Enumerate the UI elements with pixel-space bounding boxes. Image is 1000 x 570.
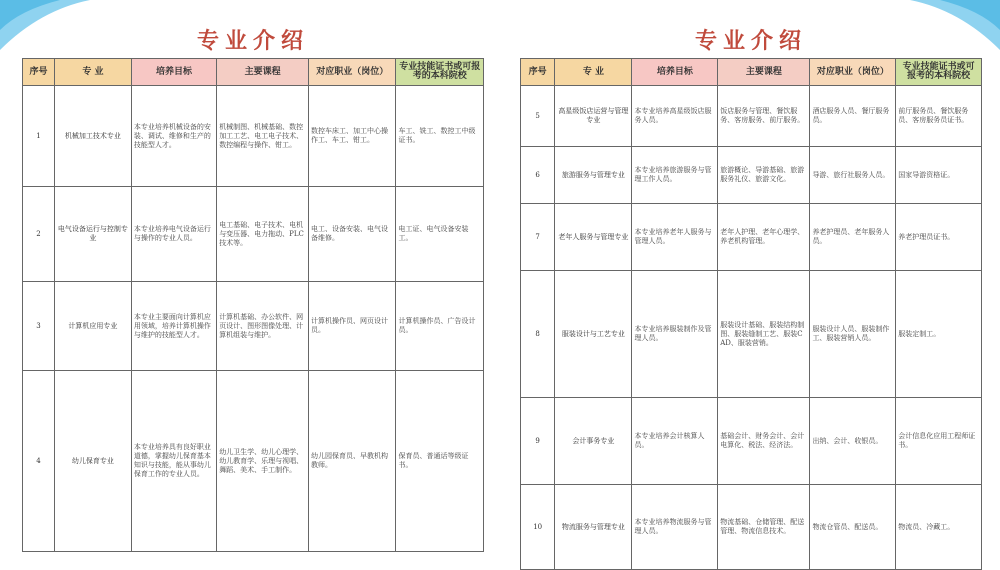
row-no: 6 [521,147,555,204]
row-job: 导游、旅行社服务人员。 [810,147,896,204]
header-no: 序号 [23,59,55,86]
row-course: 老年人护理、老年心理学、养老机构管理。 [718,204,810,271]
row-course: 旅游概论、导游基础、旅游服务礼仪、旅游文化。 [718,147,810,204]
table-header [23,59,484,86]
table-row [23,282,484,371]
table-row [521,86,982,147]
row-cert: 电工证、电气设备安装工。 [396,187,484,282]
table-row [521,147,982,204]
row-no: 2 [23,187,55,282]
row-major: 幼儿保育专业 [55,371,132,552]
row-major: 机械加工技术专业 [55,86,132,187]
row-major: 服装设计与工艺专业 [555,271,632,398]
row-goal: 本专业培养会计核算人员。 [632,398,718,485]
row-goal: 本专业培养物流服务与管理人员。 [632,485,718,570]
row-no: 1 [23,86,55,187]
row-major: 电气设备运行与控制专业 [55,187,132,282]
row-no: 9 [521,398,555,485]
row-cert: 前厅服务员、餐饮服务员、客房服务员证书。 [896,86,982,147]
row-major: 旅游服务与管理专业 [555,147,632,204]
row-major: 会计事务专业 [555,398,632,485]
row-cert: 保育员、普通话等级证书。 [396,371,484,552]
table-row [521,398,982,485]
row-major: 高星级饭店运营与管理专业 [555,86,632,147]
row-major: 老年人服务与管理专业 [555,204,632,271]
row-cert: 物流员、冷藏工。 [896,485,982,570]
table-header [521,59,982,86]
row-goal: 本专业培养机械设备的安装、调试、维修和生产的技能型人才。 [131,86,216,187]
row-goal: 本专业培养老年人服务与管理人员。 [632,204,718,271]
header-cert: 专业技能证书或可报考的本科院校 [396,59,484,86]
row-cert: 会计信息化应用工程师证书。 [896,398,982,485]
row-job: 计算机操作员、网页设计员。 [308,282,396,371]
table-row [23,86,484,187]
page-title: 专业介绍 [196,28,309,54]
header-course: 主要课程 [718,59,810,86]
major-table-right [520,58,982,570]
row-no: 3 [23,282,55,371]
header-course: 主要课程 [217,59,309,86]
header-job: 对应职业（岗位） [810,59,896,86]
row-cert: 国家导游资格证。 [896,147,982,204]
page-title: 专业介绍 [694,28,807,54]
row-goal: 本专业培养高星级饭店服务人员。 [632,86,718,147]
row-job: 出纳、会计、收银员。 [810,398,896,485]
row-course: 服装设计基础、服装结构制图、服装缝制工艺、服装CAD、服装营销。 [718,271,810,398]
row-job: 酒店服务人员、餐厅服务员。 [810,86,896,147]
row-course: 饭店服务与管理、餐饮服务、客房服务、前厅服务。 [718,86,810,147]
row-goal: 本专业培养具有良好职业道德，掌握幼儿保育基本知识与技能，能从事幼儿保育工作的专业人员。 [131,371,216,552]
row-course: 基础会计、财务会计、会计电算化、税法、经济法。 [718,398,810,485]
row-job: 养老护理员、老年服务人员。 [810,204,896,271]
row-no: 7 [521,204,555,271]
row-job: 物流仓管员、配送员。 [810,485,896,570]
row-no: 10 [521,485,555,570]
header-major: 专 业 [55,59,132,86]
row-no: 4 [23,371,55,552]
row-job: 幼儿园保育员、早教机构教师。 [308,371,396,552]
header-goal: 培养目标 [632,59,718,86]
row-course: 幼儿卫生学、幼儿心理学、幼儿教育学、乐理与视唱、舞蹈、美术、手工制作。 [217,371,309,552]
row-course: 物流基础、仓储管理、配送管理、物流信息技术。 [718,485,810,570]
row-cert: 养老护理员证书。 [896,204,982,271]
table-row [521,271,982,398]
row-cert: 服装定制工。 [896,271,982,398]
row-course: 电工基础、电子技术、电机与变压器、电力拖动、PLC技术等。 [217,187,309,282]
row-no: 5 [521,86,555,147]
header-cert: 专业技能证书或可报考的本科院校 [896,59,982,86]
table-row [23,371,484,552]
row-cert: 计算机操作员、广告设计员。 [396,282,484,371]
row-major: 物流服务与管理专业 [555,485,632,570]
row-job: 电工、设备安装、电气设备维修。 [308,187,396,282]
row-goal: 本专业培养服装制作及管理人员。 [632,271,718,398]
row-cert: 车工、铣工、数控工中级证书。 [396,86,484,187]
row-course: 机械制图、机械基础、数控加工工艺、电工电子技术、数控编程与操作、钳工。 [217,86,309,187]
row-goal: 本专业培养旅游服务与管理工作人员。 [632,147,718,204]
table-row [521,485,982,570]
row-major: 计算机应用专业 [55,282,132,371]
row-course: 计算机基础、办公软件、网页设计、图形图像处理、计算机组装与维护。 [217,282,309,371]
row-job: 数控车床工、加工中心操作工、车工、钳工。 [308,86,396,187]
table-row [521,204,982,271]
header-goal: 培养目标 [131,59,216,86]
right-page [520,0,982,558]
header-no: 序号 [521,59,555,86]
row-no: 8 [521,271,555,398]
major-table-left [22,58,484,552]
row-goal: 本专业培养电气设备运行与操作的专业人员。 [131,187,216,282]
left-page [22,0,484,558]
header-job: 对应职业（岗位） [308,59,396,86]
row-goal: 本专业主要面向计算机应用领域，培养计算机操作与维护的技能型人才。 [131,282,216,371]
table-row [23,187,484,282]
header-major: 专 业 [555,59,632,86]
row-job: 服装设计人员、服装制作工、服装营销人员。 [810,271,896,398]
